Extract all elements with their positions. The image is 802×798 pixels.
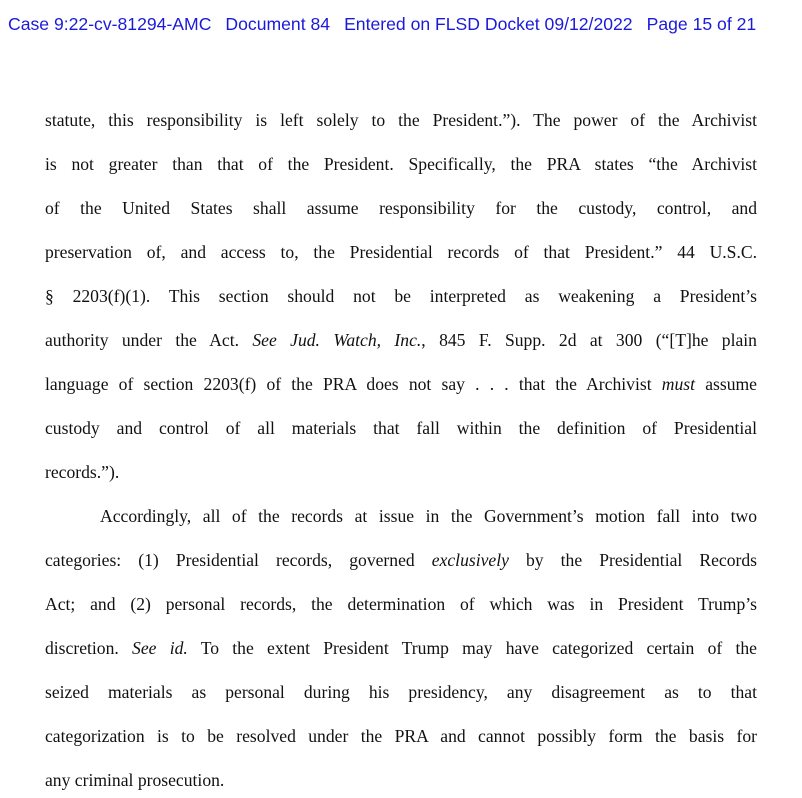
- case-citation: See id.: [132, 638, 188, 658]
- emphasis: must: [661, 374, 696, 394]
- text-segment: custody and control of all materials that fall within the definition of Presidential: [45, 418, 757, 438]
- text-segment: of the United States shall assume responsibility for the custody, control, and: [45, 198, 757, 218]
- text-segment: , 845 F. Supp. 2d at 300 (“[T]he plain: [421, 330, 757, 350]
- text-segment: is not greater than that of the President. Specifically, the PRA states “the Archivist: [45, 154, 757, 174]
- document-number: Document 84: [225, 14, 331, 34]
- text-segment: discretion.: [45, 638, 133, 658]
- text-line-3: [45, 196, 757, 220]
- text-segment: To the extent President Trump may have categorized certain of the: [187, 638, 757, 658]
- docket-header: [8, 14, 798, 35]
- text-segment: records.”).: [45, 462, 120, 482]
- text-line-8: [45, 416, 757, 440]
- text-segment: assume: [695, 374, 757, 394]
- text-segment: by the Presidential Records: [508, 550, 757, 570]
- text-line-9: [45, 460, 119, 484]
- text-segment: Accordingly, all of the records at issue in the Government’s motion fall into two: [100, 506, 757, 526]
- text-segment: § 2203(f)(1). This section should not be interpreted as weakening a President’s: [45, 286, 757, 306]
- text-line-16: [45, 768, 224, 792]
- text-line-1: [45, 108, 757, 132]
- case-citation: See Jud. Watch, Inc.: [252, 330, 422, 350]
- text-segment: preservation of, and access to, the Presidential records of that President.” 44 U.S.C.: [45, 242, 757, 262]
- text-segment: seized materials as personal during his presidency, any disagreement as to that: [45, 682, 757, 702]
- text-segment: any criminal prosecution.: [45, 770, 225, 790]
- text-segment: categorization is to be resolved under the PRA and cannot possibly form the basis for: [45, 726, 757, 746]
- page-number: Page 15 of 21: [646, 14, 757, 34]
- text-segment: Act; and (2) personal records, the determination of which was in President Trump’s: [45, 594, 757, 614]
- text-line-4: [45, 240, 757, 264]
- text-line-7: [45, 372, 757, 396]
- text-segment: authority under the Act.: [45, 330, 253, 350]
- text-segment: categories: (1) Presidential records, governed: [45, 550, 432, 570]
- text-line-6: [45, 328, 757, 352]
- text-line-12: [45, 592, 757, 616]
- text-line-11: [45, 548, 757, 572]
- text-line-13: [45, 636, 757, 660]
- text-segment: statute, this responsibility is left solely to the President.”). The power of the Archivist: [45, 110, 757, 130]
- text-line-2: [45, 152, 757, 176]
- case-number: Case 9:22-cv-81294-AMC: [8, 14, 212, 34]
- text-line-5: [45, 284, 757, 308]
- emphasis: exclusively: [431, 550, 509, 570]
- text-line-14: [45, 680, 757, 704]
- docket-entry: Entered on FLSD Docket 09/12/2022: [344, 14, 633, 34]
- text-line-15: [45, 724, 757, 748]
- text-line-10: [100, 504, 757, 528]
- text-segment: language of section 2203(f) of the PRA does not say . . . that the Archivist: [45, 374, 662, 394]
